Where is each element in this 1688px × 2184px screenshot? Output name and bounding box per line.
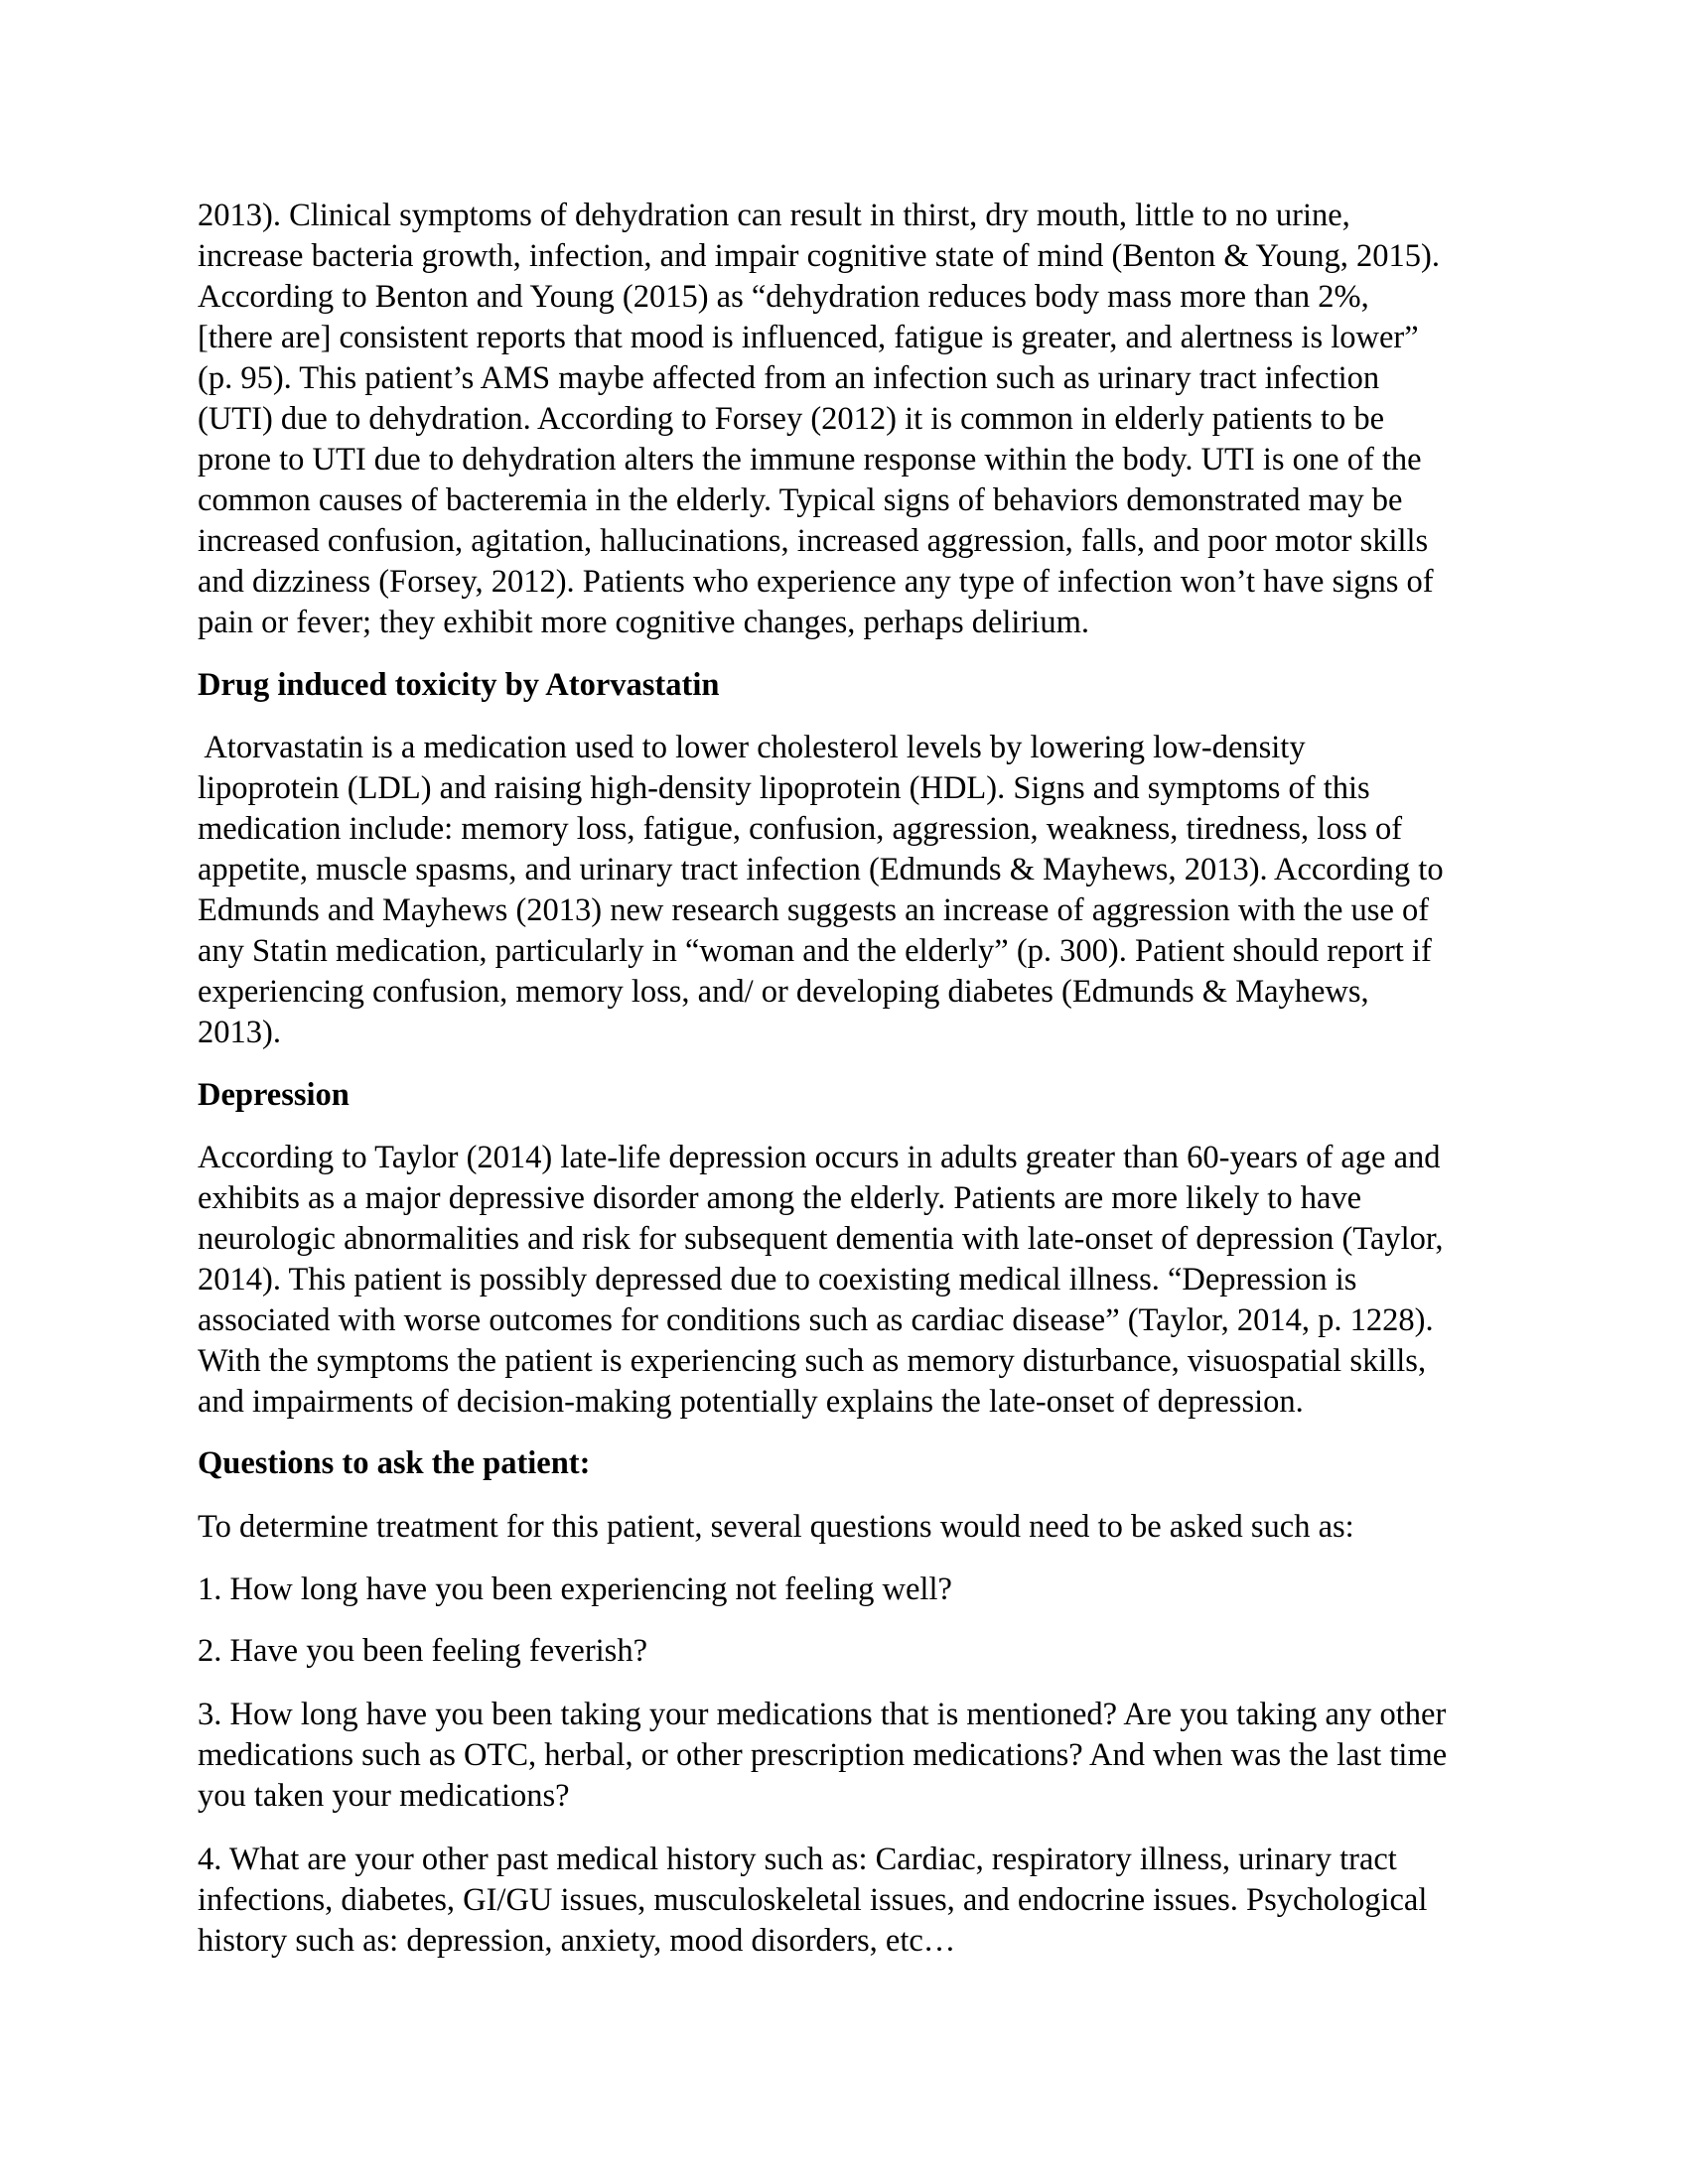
text-line: medication include: memory loss, fatigue, confusion, aggression, weakness, tiredness, loss of xyxy=(198,811,1403,847)
text-line: increased confusion, agitation, hallucinations, increased aggression, falls, and poor motor skills xyxy=(198,523,1429,559)
heading-depression: Depression xyxy=(198,1077,350,1113)
text-line: 1. How long have you been experiencing not feeling well? xyxy=(198,1571,952,1607)
text-line: According to Benton and Young (2015) as “dehydration reduces body mass more than 2%, xyxy=(198,279,1369,315)
heading-questions: Questions to ask the patient: xyxy=(198,1445,591,1481)
text-line: According to Taylor (2014) late-life depression occurs in adults greater than 60-years of age and xyxy=(198,1140,1441,1175)
text-line: pain or fever; they exhibit more cognitive changes, perhaps delirium. xyxy=(198,605,1089,640)
text-line: Atorvastatin is a medication used to lower cholesterol levels by lowering low-density xyxy=(198,730,1306,765)
questions-intro xyxy=(198,1507,1488,1548)
question-2 xyxy=(198,1631,1488,1672)
text-line: associated with worse outcomes for conditions such as cardiac disease” (Taylor, 2014, p. 1228). xyxy=(198,1302,1434,1338)
text-line: 4. What are your other past medical history such as: Cardiac, respiratory illness, urinary tract xyxy=(198,1842,1397,1877)
text-line: common causes of bacteremia in the elderly. Typical signs of behaviors demonstrated may be xyxy=(198,482,1403,518)
text-line: experiencing confusion, memory loss, and/ or developing diabetes (Edmunds & Mayhews, xyxy=(198,974,1369,1010)
paragraph-atorvastatin xyxy=(198,728,1488,1053)
text-line: medications such as OTC, herbal, or other prescription medications? And when was the last time xyxy=(198,1737,1448,1773)
text-line: and dizziness (Forsey, 2012). Patients who experience any type of infection won’t have signs of xyxy=(198,564,1434,600)
text-line: 2014). This patient is possibly depressed due to coexisting medical illness. “Depression is xyxy=(198,1262,1357,1297)
paragraph-depression xyxy=(198,1138,1488,1423)
text-line: lipoprotein (LDL) and raising high-density lipoprotein (HDL). Signs and symptoms of this xyxy=(198,770,1370,806)
text-line: neurologic abnormalities and risk for subsequent dementia with late-onset of depression (Taylor, xyxy=(198,1221,1444,1257)
text-line: With the symptoms the patient is experiencing such as memory disturbance, visuospatial skills, xyxy=(198,1343,1427,1379)
text-line: appetite, muscle spasms, and urinary tract infection (Edmunds & Mayhews, 2013). According to xyxy=(198,852,1444,887)
text-line: exhibits as a major depressive disorder among the elderly. Patients are more likely to have xyxy=(198,1180,1362,1216)
text-line: To determine treatment for this patient, several questions would need to be asked such as: xyxy=(198,1509,1354,1545)
text-line: you taken your medications? xyxy=(198,1778,570,1814)
text-line: prone to UTI due to dehydration alters the immune response within the body. UTI is one of the xyxy=(198,442,1422,478)
text-line: (p. 95). This patient’s AMS maybe affected from an infection such as urinary tract infection xyxy=(198,360,1380,396)
text-line: 2013). Clinical symptoms of dehydration can result in thirst, dry mouth, little to no urine, xyxy=(198,198,1350,233)
text-line: any Statin medication, particularly in “woman and the elderly” (p. 300). Patient should report if xyxy=(198,933,1432,969)
text-line: 2. Have you been feeling feverish? xyxy=(198,1633,648,1669)
text-line: [there are] consistent reports that mood is influenced, fatigue is greater, and alertness is lower” xyxy=(198,320,1419,355)
text-line: and impairments of decision-making potentially explains the late-onset of depression. xyxy=(198,1384,1304,1420)
text-line: infections, diabetes, GI/GU issues, musculoskeletal issues, and endocrine issues. Psychological xyxy=(198,1882,1428,1918)
text-line: history such as: depression, anxiety, mood disorders, etc… xyxy=(198,1923,956,1959)
text-line: 2013). xyxy=(198,1015,281,1050)
text-line: 3. How long have you been taking your medications that is mentioned? Are you taking any other xyxy=(198,1697,1447,1732)
heading-drug-toxicity: Drug induced toxicity by Atorvastatin xyxy=(198,667,720,703)
question-3 xyxy=(198,1695,1488,1817)
question-1 xyxy=(198,1570,1488,1610)
text-line: (UTI) due to dehydration. According to Forsey (2012) it is common in elderly patients to be xyxy=(198,401,1385,437)
question-4 xyxy=(198,1840,1488,1962)
text-line: Edmunds and Mayhews (2013) new research suggests an increase of aggression with the use of xyxy=(198,892,1430,928)
text-line: increase bacteria growth, infection, and impair cognitive state of mind (Benton & Young, 2015). xyxy=(198,238,1440,274)
paragraph-dehydration xyxy=(198,196,1488,643)
